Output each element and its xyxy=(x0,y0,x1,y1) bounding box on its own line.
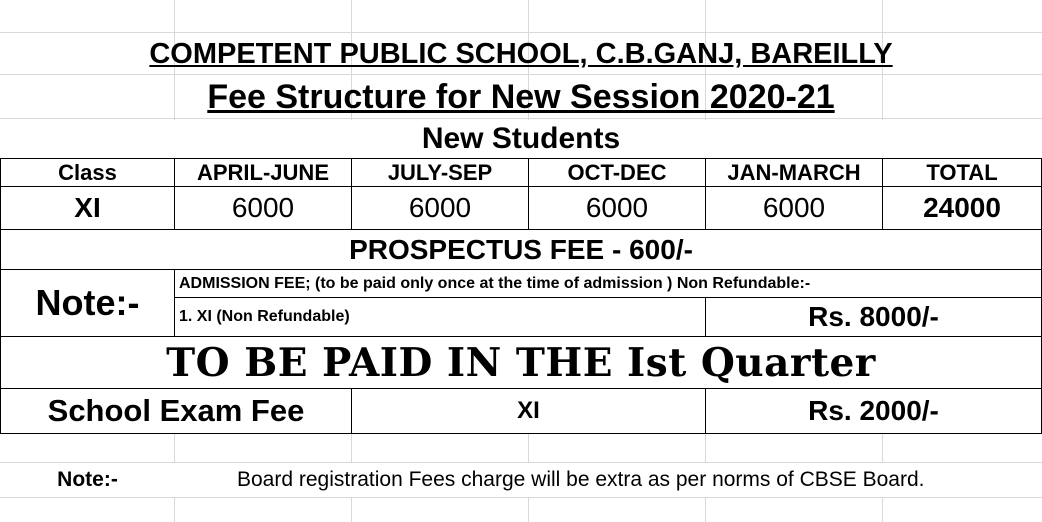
jan-march-fee: 6000 xyxy=(706,187,883,230)
header-april-june: APRIL-JUNE xyxy=(175,158,352,187)
gridline xyxy=(0,497,1042,498)
total-fee: 24000 xyxy=(883,187,1042,230)
header-class: Class xyxy=(0,158,175,187)
header-july-sep: JULY-SEP xyxy=(352,158,529,187)
school-name: COMPETENT PUBLIC SCHOOL, C.B.GANJ, BAREILLY xyxy=(149,37,893,70)
header-total: TOTAL xyxy=(883,158,1042,187)
payment-banner: TO BE PAID IN THE Ist Quarter xyxy=(0,337,1042,389)
july-sep-fee: 6000 xyxy=(352,187,529,230)
admission-fee-text: ADMISSION FEE; (to be paid only once at the time of admission ) Non Refundable:- xyxy=(175,270,1042,298)
footer-note-label: Note:- xyxy=(0,463,175,497)
prospectus-fee: PROSPECTUS FEE - 600/- xyxy=(0,230,1042,270)
header-jan-march: JAN-MARCH xyxy=(706,158,883,187)
gridline xyxy=(0,32,1042,33)
gridline xyxy=(0,118,1042,119)
note-label: Note:- xyxy=(0,270,175,337)
oct-dec-fee: 6000 xyxy=(529,187,706,230)
footer-note-text: Board registration Fees charge will be extra as per norms of CBSE Board. xyxy=(175,463,1042,497)
exam-fee-amount: Rs. 2000/- xyxy=(706,389,1042,434)
admission-amount: Rs. 8000/- xyxy=(706,298,1042,337)
class-value: XI xyxy=(0,187,175,230)
admission-item: 1. XI (Non Refundable) xyxy=(175,298,706,337)
april-june-fee: 6000 xyxy=(175,187,352,230)
section-title: New Students xyxy=(0,120,1042,158)
gridline xyxy=(0,74,1042,75)
fee-structure-title: Fee Structure for New Session 2020-21 xyxy=(207,77,835,116)
header-oct-dec: OCT-DEC xyxy=(529,158,706,187)
exam-fee-class: XI xyxy=(352,389,706,434)
exam-fee-label: School Exam Fee xyxy=(0,389,352,434)
